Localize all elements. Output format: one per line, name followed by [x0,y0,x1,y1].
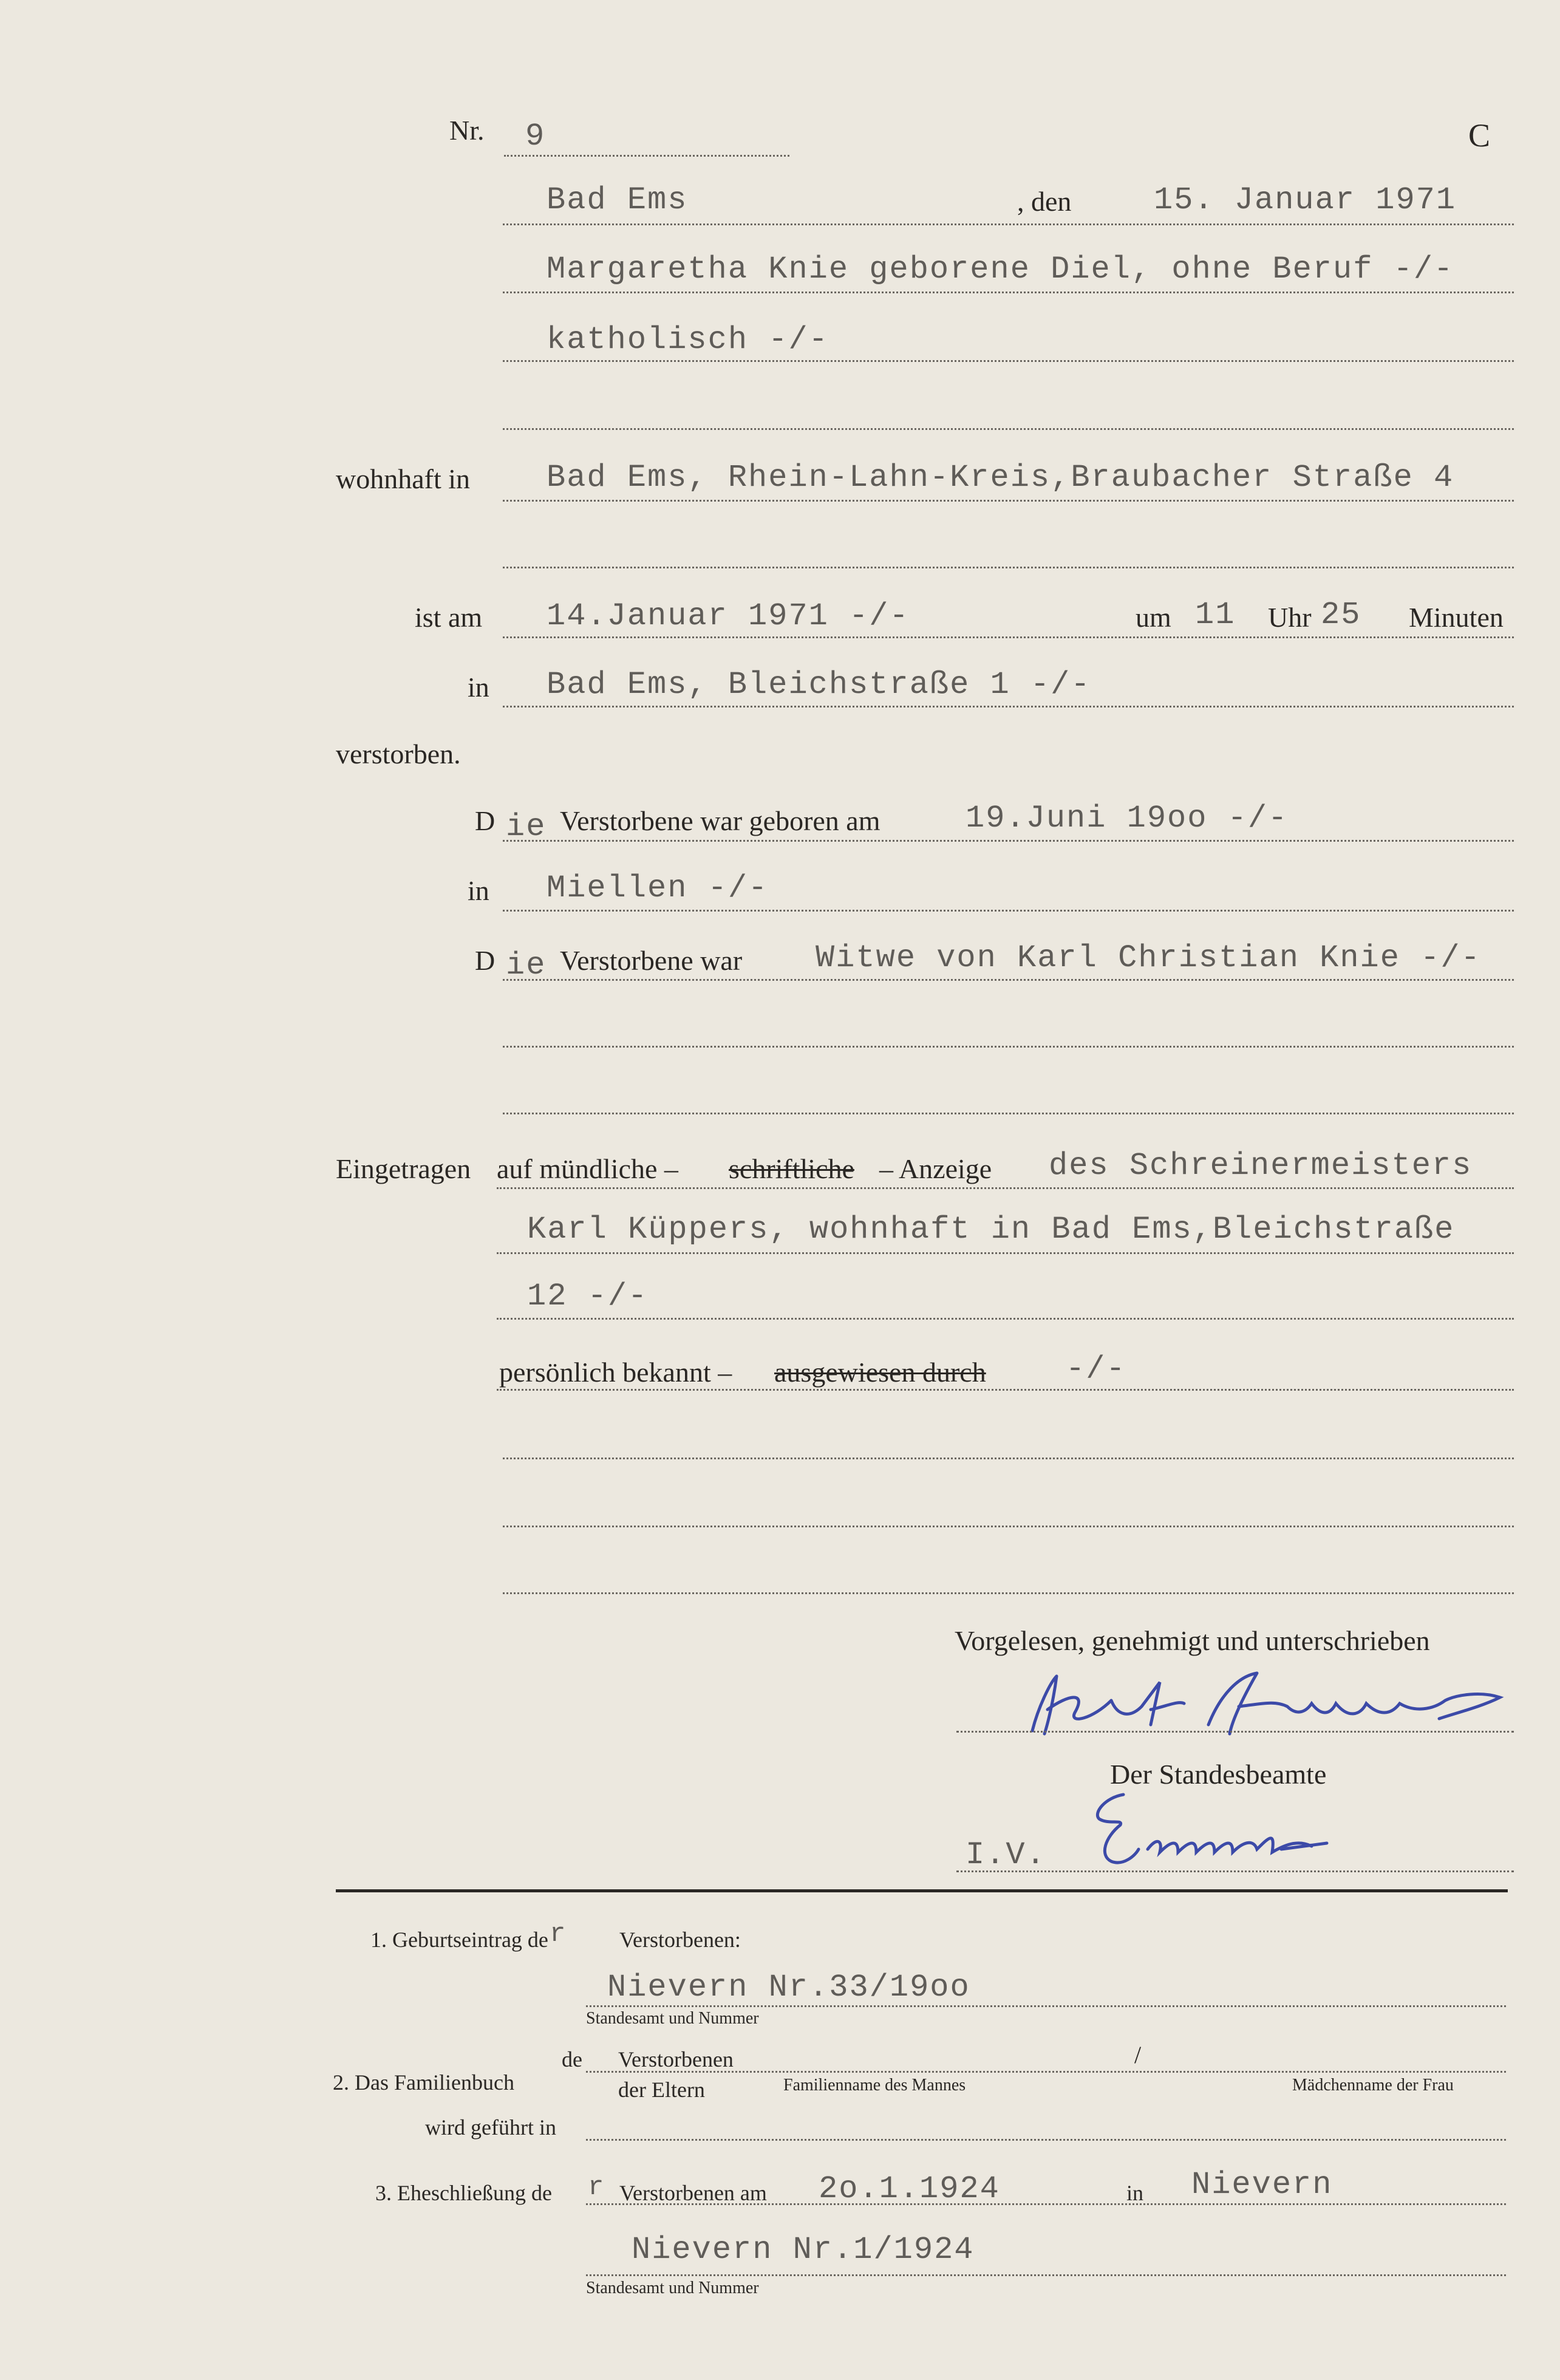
item3-rest: Verstorbenen am [619,2181,767,2205]
ausgewiesen-value: -/- [1066,1351,1126,1387]
line-bekannt [497,1389,1514,1391]
item2-verstorbenen: Verstorbenen [618,2047,734,2071]
residence-value: Bad Ems, Rhein-Lahn-Kreis,Braubacher Straße 4 [547,460,1454,496]
item2-fam-frau: Mädchenname der Frau [1292,2076,1454,2095]
status-d-suffix: ie [506,947,547,983]
birth-in-label: in [468,875,489,906]
line-name [503,292,1514,293]
status-d-prefix: D [475,945,496,976]
item1-value: Nievern Nr.33/19oo [607,1969,970,2005]
religion-value: katholisch -/- [547,322,829,358]
death-place: Bad Ems, Bleichstraße 1 -/- [547,667,1091,703]
line-death-place [503,706,1514,708]
birth-d-prefix: D [475,805,496,836]
minuten-label: Minuten [1409,602,1504,633]
line-informant-signature [956,1731,1514,1733]
informant-line-1: des Schreinermeisters [1049,1148,1473,1184]
line-item3-value [586,2274,1506,2276]
footer-divider [336,1889,1508,1892]
birth-d-suffix: ie [506,809,547,845]
birth-label: Verstorbene war geboren am [560,805,880,836]
residence-label: wohnhaft in [336,463,471,494]
death-date: 14.Januar 1971 -/- [547,598,910,634]
death-hour: 11 [1195,597,1236,633]
line-status [503,979,1514,981]
auf-label: auf mündliche – [497,1153,678,1184]
informant-line-2: Karl Küppers, wohnhaft in Bad Ems,Bleichstraße [527,1212,1455,1247]
line-place [503,223,1514,225]
iv-label: I.V. [966,1837,1046,1873]
anzeige-label: – Anzeige [879,1153,992,1184]
line-blank-5 [503,1458,1514,1459]
line-item2-gefuehrt [586,2139,1506,2141]
item3-r: r [588,2172,604,2203]
line-item1 [586,2005,1506,2007]
eingetragen-label: Eingetragen [336,1153,471,1184]
item2-eltern: der Eltern [618,2078,705,2102]
line-item2 [586,2071,1506,2073]
line-item3 [586,2203,1506,2205]
informant-signature [1020,1658,1506,1749]
item2-label: 2. Das Familienbuch [333,2070,514,2095]
item1-caption: Standesamt und Nummer [586,2009,759,2028]
schriftliche-label: schriftliche [729,1153,854,1184]
register-letter: C [1468,117,1491,154]
line-birth-place [503,910,1514,912]
line-registrar-signature [956,1870,1514,1872]
date-value: 15. Januar 1971 [1154,182,1457,218]
line-blank-4 [503,1113,1514,1114]
item1-label: 1. Geburtseintrag de [370,1928,548,1952]
status-label: Verstorbene war [560,945,743,976]
line-birth-date [503,840,1514,842]
item3-place: Nievern [1191,2167,1333,2203]
birth-place: Miellen -/- [547,870,769,906]
item3-caption: Standesamt und Nummer [586,2279,759,2297]
death-minute: 25 [1321,597,1361,633]
line-blank-7 [503,1592,1514,1594]
item3-value: Nievern Nr.1/1924 [632,2232,975,2268]
line-informant-3 [497,1318,1514,1320]
line-blank-2 [503,567,1514,568]
line-residence [503,500,1514,502]
birth-date: 19.Juni 19oo -/- [966,800,1289,836]
line-blank-6 [503,1526,1514,1527]
verstorben-label: verstorben. [336,738,461,769]
item2-gefuehrt: wird geführt in [425,2115,556,2140]
standesbeamte-label: Der Standesbeamte [1110,1759,1327,1790]
vorgelesen-label: Vorgelesen, genehmigt und unterschrieben [955,1625,1430,1656]
registrar-signature [1087,1782,1451,1874]
item2-de: de [562,2047,582,2071]
um-label: um [1136,602,1171,633]
item3-date: 2o.1.1924 [819,2171,1000,2207]
nr-label: Nr. [449,115,485,146]
bekannt-label: persönlich bekannt – [499,1357,732,1388]
ausgewiesen-label: ausgewiesen durch [774,1357,986,1388]
place-value: Bad Ems [547,182,688,218]
line-blank-1 [503,428,1514,430]
death-in-label: in [468,672,489,703]
item2-slash: / [1134,2041,1142,2068]
den-label: , den [1017,186,1072,217]
item3-label: 3. Eheschließung de [375,2181,552,2205]
nr-line [504,155,789,157]
item1-r: r [550,1919,566,1949]
uhr-label: Uhr [1268,602,1312,633]
line-religion [503,360,1514,362]
item2-fam-mann: Familienname des Mannes [783,2076,966,2095]
line-informant-2 [497,1252,1514,1254]
name-line: Margaretha Knie geborene Diel, ohne Beruf -/- [547,251,1454,287]
ist-am-label: ist am [415,602,483,633]
nr-value: 9 [525,118,546,154]
line-blank-3 [503,1046,1514,1048]
line-death-date [503,636,1514,638]
item1-rest: Verstorbenen: [619,1928,741,1952]
informant-line-3: 12 -/- [527,1278,649,1314]
line-informant-1 [497,1187,1514,1189]
item3-in: in [1126,2181,1144,2205]
status-value: Witwe von Karl Christian Knie -/- [816,940,1481,976]
